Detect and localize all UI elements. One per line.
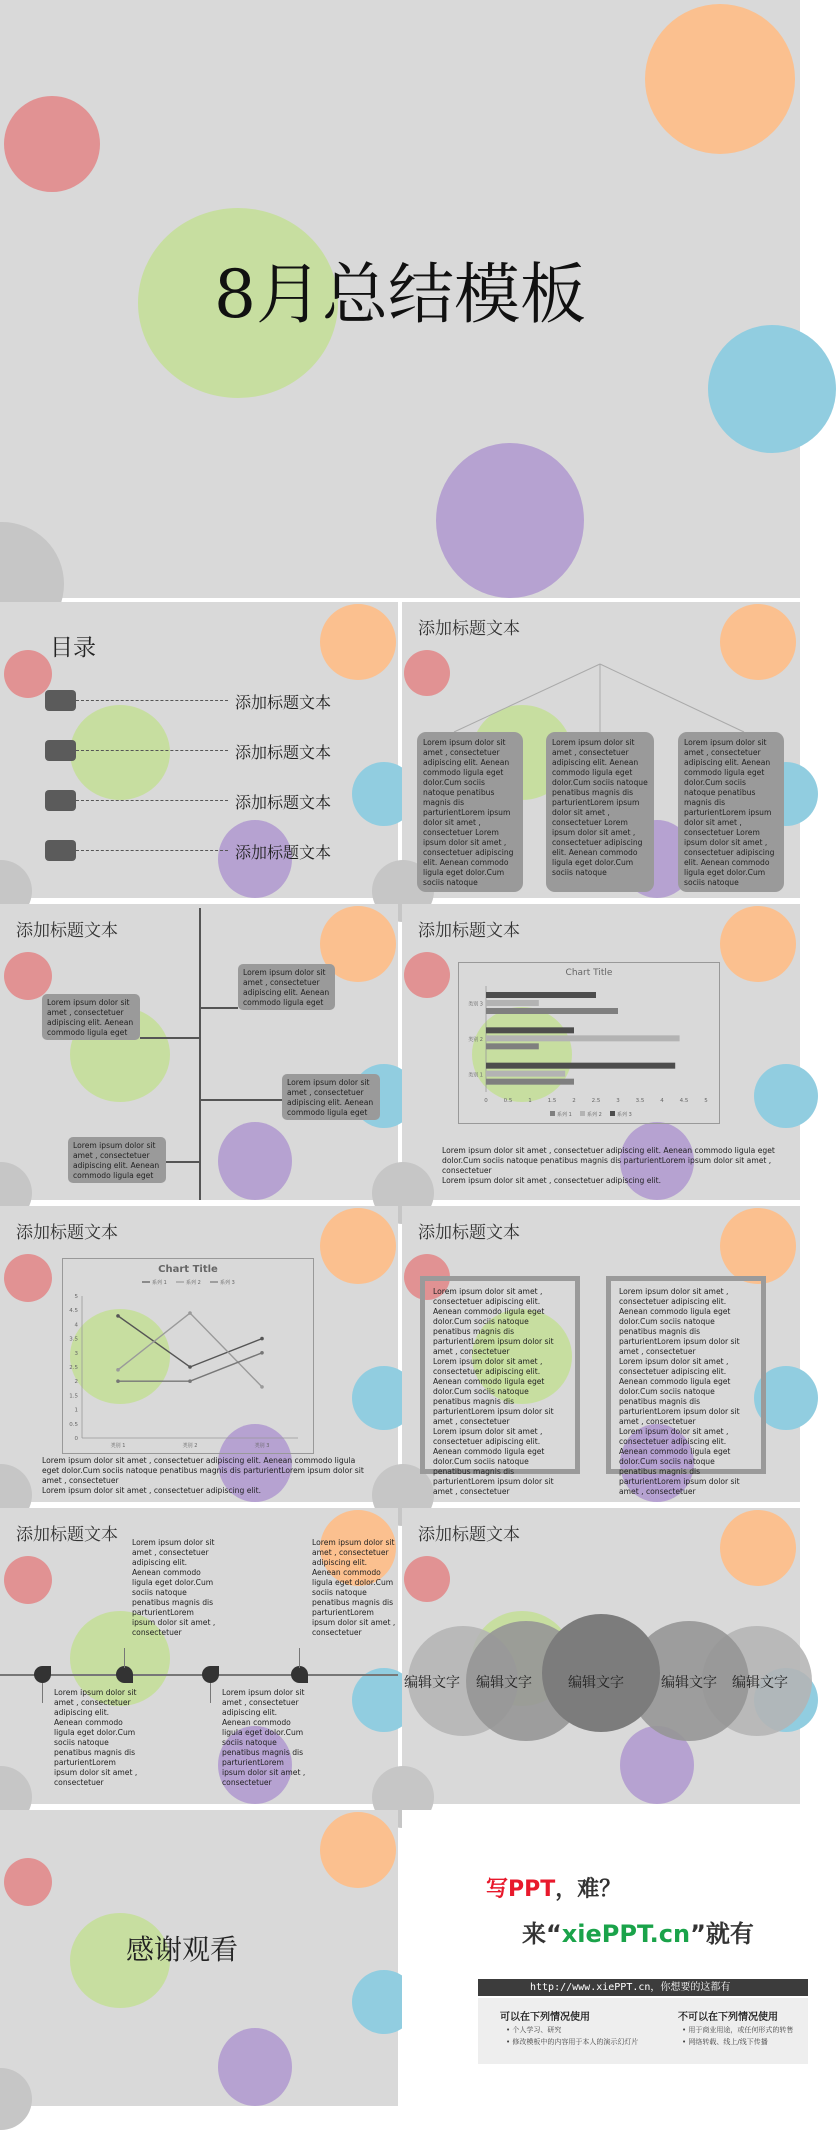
toc-item-label: 添加标题文本: [235, 693, 332, 712]
toc-item[interactable]: [45, 740, 395, 790]
category-label: 类别 3: [468, 1001, 483, 1008]
ad-col2-item-text: 网络转载、线上/线下传播: [688, 2038, 768, 2046]
pin-marker: [116, 1666, 133, 1683]
x-tick-label: 3: [616, 1098, 620, 1104]
red-circle: [4, 1254, 52, 1302]
y-tick-label: 5: [74, 1294, 78, 1300]
pin-text: Lorem ipsum dolor sit amet , consectetuer adipiscing elit. Aenean commodo ligula eget dolor.Cum sociis natoque penatibus magnis dis parturientLorem ipsum dolor sit amet , consectetuer: [54, 1688, 138, 1788]
ad-col1-item-text: 个人学习、研究: [512, 2026, 562, 2034]
ad-url-text: http://www.xiePPT.cn，你想要的这都有: [530, 1982, 731, 1993]
legend-label: 系列 3: [617, 1112, 632, 1118]
bar: [486, 1063, 675, 1069]
series-line: [118, 1316, 262, 1367]
purple-circle: [436, 443, 584, 598]
bar: [486, 1071, 565, 1077]
category-label: 类别 3: [254, 1443, 270, 1449]
orange-circle: [720, 906, 796, 982]
red-circle: [404, 1556, 450, 1602]
ad-col1-item: • 修改模板中的内容用于本人的演示幻灯片: [506, 2038, 639, 2046]
data-point: [188, 1379, 192, 1383]
ad-headline-quote-open: 来“: [522, 1920, 562, 1948]
data-point: [260, 1385, 264, 1389]
pins-axis: [0, 1674, 398, 1676]
category-label: 类别 2: [468, 1037, 483, 1043]
blue-circle: [754, 1064, 818, 1128]
pin-connector: [210, 1683, 211, 1703]
pin-connector: [42, 1683, 43, 1703]
bar: [486, 1027, 574, 1033]
series-line: [118, 1313, 262, 1387]
text-column: Lorem ipsum dolor sit amet , consectetuer adipiscing elit. Aenean commodo ligula eget dolor.Cum sociis natoque penatibus magnis dis parturientLorem ipsum dolor sit amet , consectetuer Lorem ipsum dolor sit amet , consectetuer adipiscing elit. Aenean commodo ligula eget dolor.Cum sociis natoque penatibus magnis dis parturientLorem ipsum dolor sit amet , consectetuer Lorem ipsum dolor sit amet , consectetuer adipiscing elit. Aenean commodo ligula eget dolor.Cum sociis natoque penatibus magnis dis parturientLorem ipsum dolor sit amet , consectetuer: [420, 1276, 580, 1474]
tree-box: Lorem ipsum dolor sit amet , consectetuer adipiscing elit. Aenean commodo ligula eget dolor.Cum sociis natoque penatibus magnis dis parturientLorem ipsum dolor sit amet , consectetuer Lorem ipsum dolor sit amet , consectetuer adipiscing elit. Aenean commodo ligula eget dolor.Cum sociis natoque: [417, 732, 523, 892]
data-point: [188, 1365, 192, 1369]
toc-dashed-line: [76, 800, 228, 801]
ad-col2-title: 不可以在下列情况使用: [678, 2012, 778, 2023]
ad-url-bar[interactable]: [478, 1979, 808, 1996]
legend-swatch: [550, 1111, 555, 1116]
legend-label: 系列 2: [587, 1112, 602, 1118]
slide-title: 添加标题文本: [16, 921, 118, 941]
x-tick-label: 2.5: [591, 1098, 601, 1104]
y-tick-label: 0: [74, 1436, 78, 1442]
thanks-slide: [0, 1810, 398, 2106]
bar: [486, 1043, 539, 1049]
slide-title: 添加标题文本: [418, 921, 520, 941]
pin-text: Lorem ipsum dolor sit amet , consectetuer adipiscing elit. Aenean commodo ligula eget dolor.Cum sociis natoque penatibus magnis dis parturientLorem ipsum dolor sit amet , consectetuer: [312, 1538, 396, 1638]
tree-box: Lorem ipsum dolor sit amet , consectetuer adipiscing elit. Aenean commodo ligula eget dolor.Cum sociis natoque penatibus magnis dis parturientLorem ipsum dolor sit amet , consectetuer Lorem ipsum dolor sit amet , consectetuer adipiscing elit. Aenean commodo ligula eget dolor.Cum sociis natoque: [546, 732, 654, 892]
legend-label: 系列 3: [220, 1280, 235, 1286]
x-tick-label: 5: [704, 1098, 708, 1104]
x-tick-label: 1: [528, 1098, 532, 1104]
toc-list: [45, 690, 395, 890]
red-circle: [4, 1556, 52, 1604]
toc-marker: [45, 690, 76, 711]
line-chart-slide: [0, 1206, 398, 1502]
timeline-box: Lorem ipsum dolor sit amet , consectetuer adipiscing elit. Aenean commodo ligula eget: [42, 994, 140, 1040]
bar: [486, 1079, 574, 1085]
ad-headline-2: [522, 1914, 754, 1949]
text-column: Lorem ipsum dolor sit amet , consectetuer adipiscing elit. Aenean commodo ligula eget dolor.Cum sociis natoque penatibus magnis dis parturientLorem ipsum dolor sit amet , consectetuer Lorem ipsum dolor sit amet , consectetuer adipiscing elit. Aenean commodo ligula eget dolor.Cum sociis natoque penatibus magnis dis parturientLorem ipsum dolor sit amet , consectetuer Lorem ipsum dolor sit amet , consectetuer adipiscing elit. Aenean commodo ligula eget dolor.Cum sociis natoque penatibus magnis dis parturientLorem ipsum dolor sit amet , consectetuer: [606, 1276, 766, 1474]
bar: [486, 1008, 618, 1014]
ad-headline-quote-close: ”就有: [690, 1920, 754, 1948]
two-column-slide: [402, 1206, 800, 1502]
ad-col2-item: • 用于商业用途，或任何形式的转售: [682, 2026, 794, 2034]
ad-col1-title: 可以在下列情况使用: [500, 2012, 590, 2023]
y-tick-label: 0.5: [69, 1421, 78, 1428]
bar: [486, 992, 596, 998]
red-circle: [4, 1858, 52, 1906]
orange-circle: [320, 1812, 396, 1888]
ad-col1-item-text: 修改模板中的内容用于本人的演示幻灯片: [512, 2038, 639, 2046]
legend-label: 系列 2: [186, 1280, 201, 1286]
chart-title: Chart Title: [565, 968, 613, 978]
thanks-title: 感谢观看: [126, 1933, 239, 1966]
toc-dashed-line: [76, 850, 228, 851]
category-label: 类别 1: [110, 1443, 126, 1449]
cover-slide: [0, 0, 800, 598]
bar-chart: [458, 962, 720, 1124]
blue-circle: [708, 325, 836, 453]
y-tick-label: 4.5: [69, 1308, 78, 1315]
toc-item[interactable]: [45, 790, 395, 840]
slide-title: 添加标题文本: [16, 1525, 118, 1545]
y-tick-label: 1.5: [69, 1393, 78, 1400]
data-point: [188, 1311, 192, 1315]
slide-title: 添加标题文本: [16, 1223, 118, 1243]
tree-box: Lorem ipsum dolor sit amet , consectetuer adipiscing elit. Aenean commodo ligula eget dolor.Cum sociis natoque penatibus magnis dis parturientLorem ipsum dolor sit amet , consectetuer Lorem ipsum dolor sit amet , consectetuer adipiscing elit. Aenean commodo ligula eget dolor.Cum sociis natoque: [678, 732, 784, 892]
line-chart: [62, 1258, 314, 1454]
toc-heading: 目录: [50, 635, 96, 661]
x-tick-label: 3.5: [635, 1098, 645, 1104]
slide-title: 添加标题文本: [418, 1525, 520, 1545]
tree-slide: [402, 602, 800, 898]
toc-item[interactable]: [45, 690, 395, 740]
y-tick-label: 3: [74, 1350, 78, 1357]
ad-col1-item: • 个人学习、研究: [506, 2026, 562, 2034]
data-point: [260, 1351, 264, 1355]
circle-label: 编辑文字: [732, 1675, 788, 1691]
toc-slide: [0, 602, 398, 898]
circle-label: 编辑文字: [476, 1675, 532, 1691]
cover-title: 8月总结模板: [214, 256, 586, 333]
chart-frame: [63, 1259, 314, 1454]
orange-circle: [720, 1510, 796, 1586]
y-tick-label: 2.5: [69, 1365, 78, 1371]
x-tick-label: 4: [660, 1098, 664, 1104]
ad-slide: [402, 1810, 800, 2106]
purple-circle: [218, 2028, 292, 2106]
y-tick-label: 3.5: [69, 1336, 78, 1343]
y-tick-label: 1: [74, 1407, 78, 1414]
toc-dashed-line: [76, 700, 228, 701]
legend-swatch: [610, 1111, 615, 1116]
bar: [486, 1000, 539, 1006]
pin-connector: [124, 1648, 125, 1668]
ad-headline-red: 写PPT: [486, 1877, 556, 1902]
data-point: [260, 1337, 264, 1341]
ad-headline-1: [486, 1872, 621, 1903]
line-caption: Lorem ipsum dolor sit amet , consectetuer adipiscing elit. Aenean commodo ligula eget dolor.Cum sociis natoque penatibus magnis dis parturientLorem ipsum dolor sit amet , consectetuer Lorem ipsum dolor sit amet , consectetuer adipiscing elit.: [42, 1456, 364, 1496]
pin-text: Lorem ipsum dolor sit amet , consectetuer adipiscing elit. Aenean commodo ligula eget dolor.Cum sociis natoque penatibus magnis dis parturientLorem ipsum dolor sit amet , consectetuer: [132, 1538, 216, 1638]
timeline-box: Lorem ipsum dolor sit amet , consectetuer adipiscing elit. Aenean commodo ligula eget: [282, 1074, 380, 1120]
timeline-lines: [0, 904, 398, 1200]
x-tick-label: 1.5: [547, 1098, 557, 1104]
slide-title: 添加标题文本: [418, 619, 520, 639]
toc-marker: [45, 790, 76, 811]
ad-col2-item: • 网络转载、线上/线下传播: [682, 2038, 768, 2046]
bar-chart-slide: [402, 904, 800, 1200]
circle-label: 编辑文字: [568, 1675, 624, 1691]
bar: [486, 1035, 680, 1041]
pin-text: Lorem ipsum dolor sit amet , consectetuer adipiscing elit. Aenean commodo ligula eget dolor.Cum sociis natoque penatibus magnis dis parturientLorem ipsum dolor sit amet , consectetuer: [222, 1688, 306, 1788]
toc-dashed-line: [76, 750, 228, 751]
bar-caption: Lorem ipsum dolor sit amet , consectetuer adipiscing elit. Aenean commodo ligula eget dolor.Cum sociis natoque penatibus magnis dis parturientLorem ipsum dolor sit amet , consectetuer Lorem ipsum dolor sit amet , consectetuer adipiscing elit.: [442, 1146, 775, 1186]
data-point: [116, 1379, 120, 1383]
orange-circle: [720, 1208, 796, 1284]
data-point: [116, 1314, 120, 1318]
red-circle: [404, 952, 450, 998]
y-tick-label: 2: [74, 1379, 78, 1386]
x-tick-label: 0: [484, 1098, 488, 1104]
pin-marker: [34, 1666, 51, 1683]
ad-col2-item-text: 用于商业用途，或任何形式的转售: [688, 2026, 794, 2034]
x-tick-label: 2: [572, 1098, 576, 1104]
toc-marker: [45, 740, 76, 761]
timeline-box: Lorem ipsum dolor sit amet , consectetuer adipiscing elit. Aenean commodo ligula eget: [238, 964, 335, 1010]
timeline-box: Lorem ipsum dolor sit amet , consectetuer adipiscing elit. Aenean commodo ligula eget: [68, 1137, 166, 1183]
pin-connector: [299, 1648, 300, 1668]
orange-circle: [320, 604, 396, 680]
category-label: 类别 1: [468, 1072, 483, 1079]
y-tick-label: 4: [74, 1322, 78, 1329]
toc-item[interactable]: [45, 840, 395, 890]
legend-swatch: [580, 1111, 585, 1116]
legend-label: 系列 1: [152, 1280, 167, 1286]
legend-label: 系列 1: [557, 1112, 572, 1118]
toc-item-label: 添加标题文本: [235, 793, 332, 812]
toc-marker: [45, 840, 76, 861]
orange-circle: [320, 1208, 396, 1284]
data-point: [116, 1368, 120, 1372]
pin-marker: [202, 1666, 219, 1683]
circle-label: 编辑文字: [404, 1675, 460, 1691]
x-tick-label: 0.5: [503, 1098, 513, 1104]
timeline-slide: [0, 904, 398, 1200]
toc-item-label: 添加标题文本: [235, 743, 332, 762]
gray-circle: [0, 2068, 32, 2130]
pin-marker: [291, 1666, 308, 1683]
red-circle: [4, 96, 100, 192]
circle-label: 编辑文字: [661, 1675, 717, 1691]
ad-headline-rest: ，难？: [555, 1877, 622, 1902]
x-tick-label: 4.5: [679, 1098, 689, 1104]
toc-item-label: 添加标题文本: [235, 843, 332, 862]
circles-slide: [402, 1508, 800, 1804]
slide-title: 添加标题文本: [418, 1223, 520, 1243]
ad-headline-green: xiePPT.cn: [561, 1920, 691, 1948]
orange-circle: [645, 4, 795, 154]
chart-title: Chart Title: [158, 1264, 218, 1275]
category-label: 类别 2: [182, 1443, 198, 1449]
pins-slide: [0, 1508, 398, 1804]
